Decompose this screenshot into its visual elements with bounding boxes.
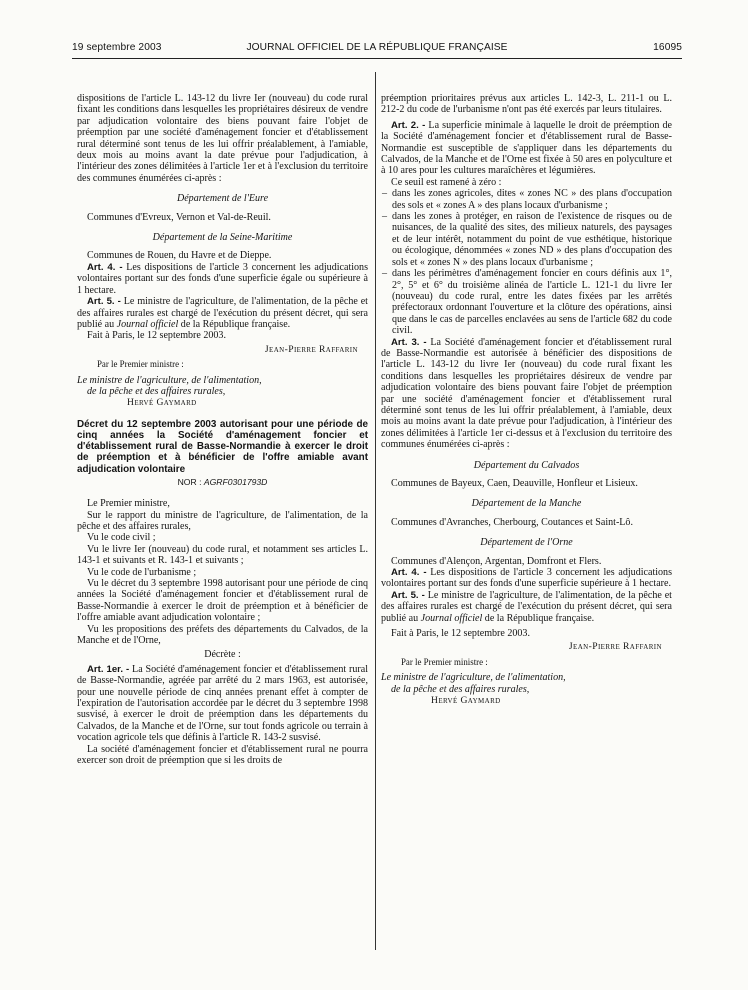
department-heading: Département du Calvados [473,459,580,471]
article-text: Le ministre de l'agriculture, de l'alimentation, de la pêche et des affaires rurales est chargé de l'exécution du présent décret, qui sera publié au [381,589,672,624]
premier-ministre-line: Le Premier ministre, [87,498,170,510]
list-item: – dans les zones agricoles, dites « zones NC » des plans d'occupation des sols et « zones A » des plans locaux d'urbanisme ; [381,188,672,211]
article-1 [77,664,368,744]
signer-name: Jean-Pierre Raffarin [264,343,358,355]
article-label: Art. 4. - [391,567,427,579]
communes-list: Communes d'Evreux, Vernon et Val-de-Reuil. [87,211,271,223]
list-item: – dans les zones à protéger, en raison de l'existence de risques ou de nuisances, de la qualité des sites, des milieux naturels, des paysages et de leur intérêt, notamment du point de vue esthétique, historique ou écologique, dénommées « zones ND » des plans d'occupation des sols et « zones N » des plans locaux d'urbanisme ; [381,211,672,268]
minister-title-line2: de la pêche et des affaires rurales, [87,385,226,397]
right-column [381,93,672,707]
article-label: Art. 3. - [391,336,427,348]
department-heading: Département de l'Eure [176,193,269,205]
article-label: Art. 2. - [391,119,426,131]
article-4 [381,567,672,590]
par-premier-ministre: Par le Premier ministre : [401,656,488,667]
article-label: Art. 1er. - [87,663,130,675]
journal-officiel-ref: Journal officiel [420,612,483,624]
visa: Vu le code civil ; [87,532,156,544]
page-header [72,42,682,58]
article-text: Les dispositions de l'article 3 concernent les adjudications volontaires portant sur des fonds d'une superficie supérieure à 1 hectare. [381,567,672,590]
minister-signature [381,672,672,706]
visa: Sur le rapport du ministre de l'agriculture, de l'alimentation, de la pêche et des affaires rurales, [77,509,368,532]
visa: Vu le décret du 3 septembre 1998 autorisant pour une période de cinq années la Société d'aménagement foncier et d'établissement rural de Basse-Normandie à exercer le droit de préemption et à bénéficier de l'offre amiable avant adjudication volontaire ; [77,578,368,624]
journal-officiel-ref: Journal officiel [116,318,179,330]
seuil-line: Ce seuil est ramené à zéro : [391,176,502,188]
article-label: Art. 5. - [87,296,121,308]
communes-list: Communes d'Alençon, Argentan, Domfront et Flers. [391,555,602,567]
article-text: La superficie minimale à laquelle le droit de préemption de la Société d'aménagement foncier et d'établissement rural de Basse-Normandie est susceptible de s'appliquer dans les départements du Calvados, de la Manche et de l'Orne est fixée à 50 ares en polyculture et à 10 ares pour les cultures maraîchères et légumières. [381,119,672,177]
column-divider [375,72,376,950]
communes-list: Communes de Bayeux, Caen, Deauville, Honfleur et Lisieux. [391,478,638,489]
par-premier-ministre: Par le Premier ministre : [97,359,184,370]
article-label: Art. 4. - [87,261,123,273]
header-rule [72,58,682,59]
intro-paragraph: dispositions de l'article L. 143-12 du livre Ier (nouveau) du code rural fixant les conditions dans lesquelles les propriétaires désireux de vendre par adjudication volontaire des biens pouvant faire l'objet de préemption par une société d'aménagement foncier et d'établissement rural déterminé sont tenus de les lui offrir préalablement, à l'amiable, deux mois au moins avant la date prévue pour l'adjudication, à l'intérieur des zones délimitées à l'article 1er et à l'exclusion du territoire des communes énumérées ci-après : [77,93,368,184]
minister-name: Hervé Gaymard [431,695,501,707]
article-text: de la République française. [482,612,595,624]
left-column [77,93,368,767]
article-label: Art. 5. - [391,589,425,601]
article-5 [381,590,672,624]
nor-reference: NOR : AGRF0301793D [177,476,268,487]
list-item: – dans les périmètres d'aménagement foncier en cours définis aux 1°, 2°, 5° et 6° du troisième alinéa de l'article L. 121-1 du livre Ier (nouveau) du code rural, entre les dates fixées par les arrêtés préfectoraux ordonnant l'ouverture et la clôture des opérations, ainsi que dans le cas de parcelles enclavées au sens de l'article 682 du code civil. [381,268,672,336]
department-heading: Département de la Seine-Maritime [152,232,293,244]
article-text: La Société d'aménagement foncier et d'établissement rural de Basse-Normandie, agréée par arrêté du 2 mars 1963, est autorisée, pour une nouvelle période de cinq années prenant effet à compter de l'expiration de l'autorisation accordée par le décret du 3 septembre 1998 susvisé, à exercer le droit de préemption dans les départements du Calvados, de la Manche et de l'Orne, sur tout fonds agricole ou terrain à vocation agricole tels que définis à l'article R. 143-2 susvisé. [77,663,368,744]
article-4 [77,262,368,296]
communes-list: Communes d'Avranches, Cherbourg, Coutances et Saint-Lô. [391,516,633,528]
zero-threshold-list [381,188,672,336]
visa: Vu le code de l'urbanisme ; [87,566,197,578]
minister-title-line2: de la pêche et des affaires rurales, [391,683,530,695]
article-text: de la République française. [178,318,291,330]
department-heading: Département de l'Orne [480,537,573,549]
signer-name: Jean-Pierre Raffarin [568,641,662,653]
article-1-continued: La société d'aménagement foncier et d'établissement rural ne pourra exercer son droit de préemption que si les droits de [77,743,368,767]
minister-title-line1: Le ministre de l'agriculture, de l'alimentation, [381,672,566,684]
page-number: 16095 [653,42,682,53]
done-at: Fait à Paris, le 12 septembre 2003. [391,628,530,640]
decrete-heading: Décrète : [204,649,241,661]
minister-name: Hervé Gaymard [127,397,197,409]
continued-paragraph: préemption prioritaires prévus aux articles L. 142-3, L. 211-1 ou L. 212-2 du code de l'urbanisme n'ont pas été exercés par leurs titulaires. [381,93,672,116]
journal-title: JOURNAL OFFICIEL DE LA RÉPUBLIQUE FRANÇAISE [246,42,508,53]
decree-title: Décret du 12 septembre 2003 autorisant pour une période de cinq années la Société d'aménagement foncier et d'établissement rural de Basse-Normandie à exercer le droit de préemption et à bénéficier de l'offre amiable avant adjudication volontaire [77,418,368,475]
visa: Vu les propositions des préfets des départements du Calvados, de la Manche et de l'Orne, [77,623,368,647]
communes-list: Communes de Rouen, du Havre et de Dieppe. [87,250,272,262]
done-at: Fait à Paris, le 12 septembre 2003. [87,330,226,342]
visa: Vu le livre Ier (nouveau) du code rural, et notamment ses articles L. 143-1 et suivants et R. 143-1 et suivants ; [77,543,368,567]
minister-title-line1: Le ministre de l'agriculture, de l'alimentation, [77,374,262,386]
article-text: Les dispositions de l'article 3 concernent les adjudications volontaires portant sur des fonds d'une superficie égale ou supérieure à 1 hectare. [77,261,368,296]
department-heading: Département de la Manche [471,498,582,510]
article-text: La Société d'aménagement foncier et d'établissement rural de Basse-Normandie est autorisée à bénéficier des dispositions de l'article L. 143-12 du livre Ier (nouveau) du code rural fixant les conditions dans lesquelles les propriétaires désireux de vendre par adjudication volontaire des biens pouvant faire l'objet de préemption par une société d'aménagement foncier et d'établissement rural déterminé sont tenus de les lui offrir préalablement, à l'amiable, deux mois au moins avant la date prévue pour l'adjudication, à l'intérieur des zones délimitées à l'article 1er ci-dessus et à l'exclusion du territoire des communes énumérées ci-après : [381,336,672,451]
nor-code: AGRF0301793D [203,476,268,487]
article-5 [77,296,368,330]
article-text: Le ministre de l'agriculture, de l'alimentation, de la pêche et des affaires rurales est chargé de l'exécution du présent décret, qui sera publié au [77,296,368,330]
header-date: 19 septembre 2003 [72,42,162,53]
article-3 [381,337,672,451]
minister-signature [77,375,368,409]
article-2 [381,120,672,177]
